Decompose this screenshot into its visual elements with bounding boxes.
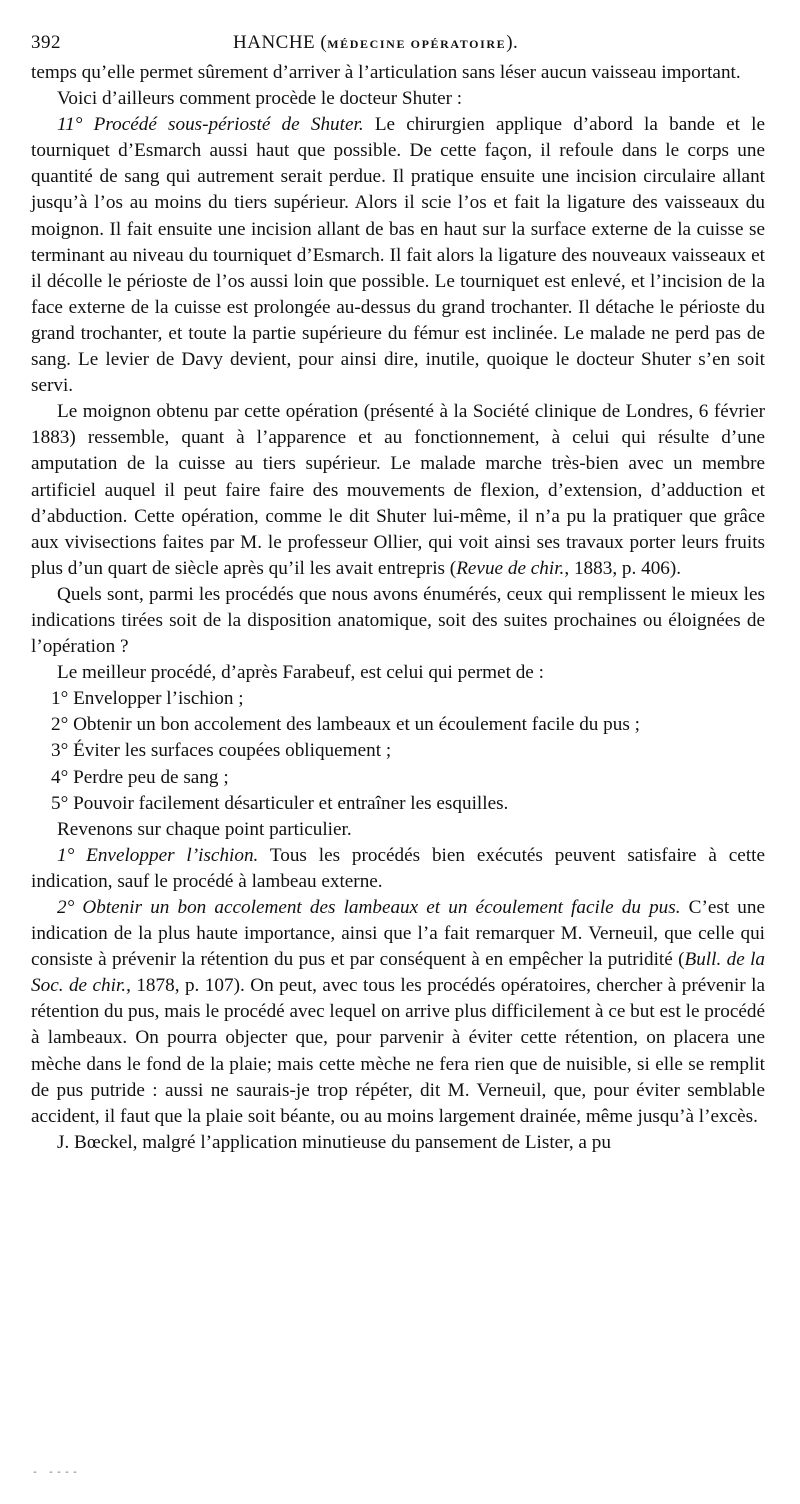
paragraph-text: C’est une indication de la plus haute importance, ainsi que l’a fait remarquer M. Verneuil, que celle qui consiste à prévenir la rétention du pus et par conséquent à en empêcher la putridité (	[31, 897, 765, 971]
running-title-subtitle: MÉDECINE OPÉRATOIRE	[327, 37, 507, 51]
body-text	[31, 60, 765, 1156]
list-item: 4° Perdre peu de sang ;	[51, 766, 229, 788]
paragraph: Revenons sur chaque point particulier.	[57, 818, 352, 840]
paragraph	[31, 895, 765, 1130]
paragraph: temps qu’elle permet sûrement d’arriver à l’articulation sans léser aucun vaisseau important.	[31, 62, 741, 83]
list-item: 3° Éviter les surfaces coupées obliquement ;	[51, 740, 392, 762]
paragraph-text: Le moignon obtenu par cette opération (présenté à la Société clinique de Londres, 6 février 1883) ressemble, quant à l’apparence et au fonctionnement, à celui qui résulte d’une amputation de la cuisse au tiers supérieur. Le malade marche très-bien avec un membre artificiel auquel il peut faire faire des mouvements de flexion, d’extension, d’adduction et d’abduction. Cette opération, comme le dit Shuter lui-même, il n’a pu la pratiquer que grâce aux vivisections faites par M. le professeur Ollier, qui voit ainsi ses travaux porter leurs fruits plus d’un quart de siècle après qu’il les avait entrepris (	[31, 401, 765, 579]
paragraph-text: , 1878, p. 107). On peut, avec tous les procédés opératoires, chercher à prévenir la rétention du pus, mais le procédé avec lequel on arrive plus difficilement à ce but est le procédé à lambeaux. On pourra objecter que, pour parvenir à éviter cette rétention, on placera une mèche dans le fond de la plaie; mais cette mèche ne fera rien que de nuisible, si elle se remplit de pus putride : aussi ne saurais-je trop répéter, dit M. Verneuil, que, pour éviter semblable accident, il faut que la plaie soit béante, ou au moins largement drainée, même jusqu’à l’excès.	[31, 975, 765, 1127]
paragraph-text: Le chirurgien applique d’abord la bande et le tourniquet d’Esmarch aussi haut que possible. De cette façon, il refoule dans le corps une quantité de sang qui autrement serait perdue. Il pratique ensuite une incision circulaire allant jusqu’à l’os au moins du tiers supérieur. Alors il scie l’os et fait la ligature des vaisseaux du moignon. Il fait ensuite une incision allant de bas en haut sur la surface externe de la cuisse se terminant au niveau du tourniquet d’Esmarch. Il fait alors la ligature des nouveaux vaisseaux et il décolle le périoste de l’os aussi loin que possible. Le tourniquet est enlevé, et l’incision de la face externe de la cuisse est prolongée au-dessus du grand trochanter. Il détache le périoste du grand trochanter, et toute la partie supérieure du fémur est inclinée. Le malade ne perd pas de sang. Le levier de Davy devient, pour ainsi dire, inutile, quoique le docteur Shuter s’en soit servi.	[31, 114, 765, 397]
citation: Bull. de la Soc. de chir.	[31, 949, 765, 997]
list-item: 2° Obtenir un bon accolement des lambeaux et un écoulement facile du pus ;	[51, 714, 640, 736]
paragraph	[31, 399, 765, 582]
paragraph: Voici d’ailleurs comment procède le docteur Shuter :	[57, 88, 463, 110]
document-page	[31, 30, 765, 1156]
list-item: 5° Pouvoir facilement désarticuler et entraîner les esquilles.	[51, 792, 509, 814]
citation: Revue de chir.	[456, 557, 565, 579]
paragraph: Le meilleur procédé, d’après Farabeuf, est celui qui permet de :	[57, 662, 544, 684]
running-title-end: ).	[506, 32, 519, 53]
section-heading: 1° Envelopper l’ischion.	[57, 844, 259, 866]
paragraph: Quels sont, parmi les procédés que nous avons énumérés, ceux qui remplissent le mieux les indications tirées soit de la disposition anatomique, soit des suites prochaines ou éloignées de l’opération ?	[31, 583, 765, 658]
page-number: 392	[31, 32, 61, 53]
list-item: 1° Envelopper l’ischion ;	[51, 688, 244, 710]
procedure-heading: 11° Procédé sous-périosté de Shuter.	[57, 114, 364, 136]
footer-mark: - ----	[32, 1468, 81, 1479]
running-title	[233, 32, 518, 54]
running-title-main: HANCHE (	[233, 32, 328, 53]
running-header	[31, 30, 765, 60]
paragraph-text: Tous les procédés bien exécutés peuvent satisfaire à cette indication, sauf le procédé à lambeau externe.	[31, 844, 765, 892]
paragraph	[31, 112, 765, 399]
paragraph	[31, 843, 765, 895]
section-heading: 2° Obtenir un bon accolement des lambeaux et un écoulement facile du pus.	[57, 897, 681, 918]
paragraph: J. Bœckel, malgré l’application minutieuse du pansement de Lister, a pu	[57, 1131, 611, 1153]
paragraph-text: , 1883, p. 406).	[564, 557, 682, 579]
